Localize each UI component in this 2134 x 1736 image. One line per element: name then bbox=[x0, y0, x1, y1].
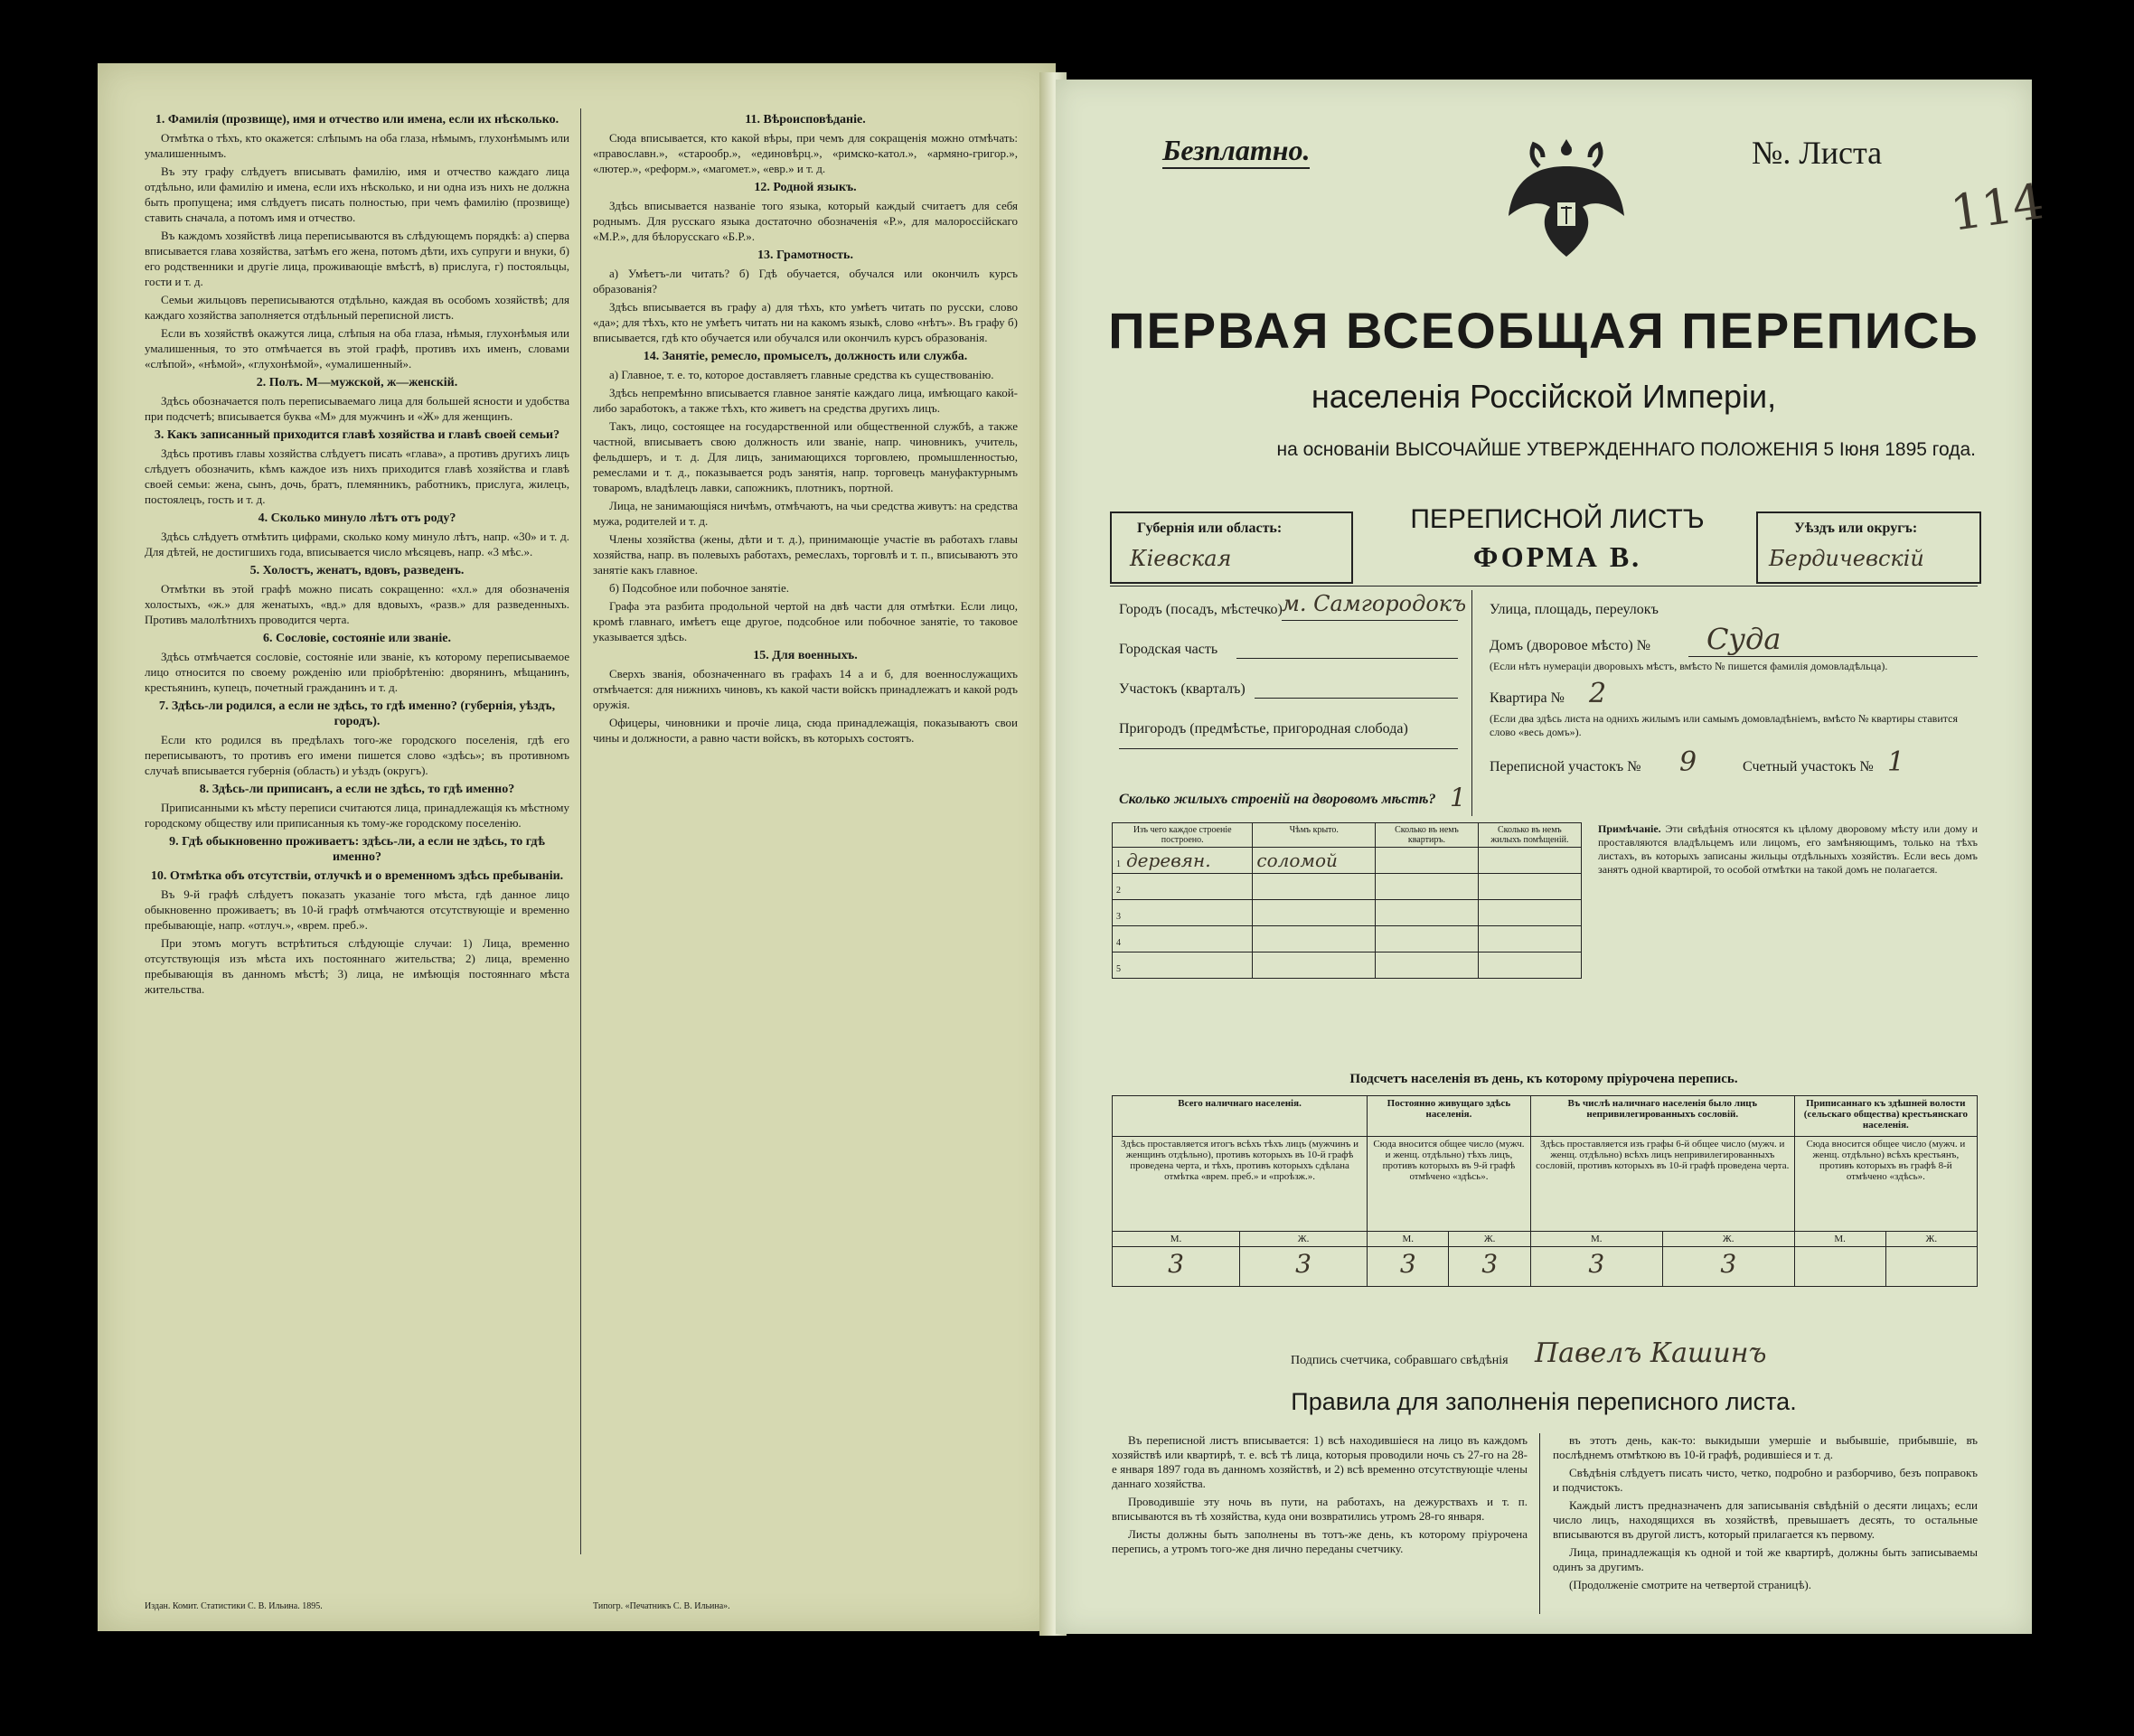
rules-column-1 bbox=[1112, 1433, 1528, 1560]
tally-desc-2: Сюда вносится общее число (мужч. и женщ. отдѣльно) тѣхъ лицъ, противъ которыхъ въ 9-й графѣ отмѣчено «здѣсь». bbox=[1368, 1137, 1531, 1232]
section-heading: 6. Сословіе, состояніе или званіе. bbox=[263, 632, 451, 645]
buildings-cell-material bbox=[1113, 848, 1253, 874]
form-heading bbox=[1368, 504, 1747, 574]
sex-f: Ж. bbox=[1662, 1232, 1794, 1247]
buildings-cell-flats bbox=[1376, 848, 1479, 874]
left-column-1 bbox=[145, 108, 569, 999]
census-title: ПЕРВАЯ ВСЕОБЩАЯ ПЕРЕПИСЬ bbox=[1108, 302, 1979, 359]
tally-value: 3 bbox=[1240, 1247, 1368, 1287]
paragraph: б) Подсобное или побочное занятіе. bbox=[609, 581, 790, 595]
rule-paragraph: Лица, принадлежащія къ одной и той же квартирѣ, должны быть записываемы одинъ за другимъ. bbox=[1553, 1545, 1978, 1573]
paragraph: Здѣсь обозначается полъ переписываемаго лица для большей ясности и удобства при подсчетѣ; вписывается буква «М» для мужчинъ и «Ж» для женщинъ. bbox=[145, 394, 569, 423]
tally-header-4: Приписаннаго къ здѣшней волости (сельскаго общества) крестьянскаго населенія. bbox=[1794, 1096, 1977, 1137]
legal-basis: на основаніи ВЫСОЧАЙШЕ УТВЕРЖДЕННАГО ПОЛОЖЕНІЯ 5 Іюня 1895 года. bbox=[1276, 439, 1976, 460]
buildings-header-rooms: Сколько въ немъ жилыхъ помѣщеній. bbox=[1478, 823, 1581, 848]
row-number: 3 bbox=[1116, 912, 1121, 922]
paragraph: Здѣсь непремѣнно вписывается главное занятіе каждаго лица, имѣющаго какой-либо заработокъ, а также тѣхъ, кто живетъ на средства другихъ лицъ. bbox=[593, 386, 1018, 415]
suburb-label: Пригородъ (предмѣстье, пригородная слобода) bbox=[1119, 721, 1408, 737]
section-heading: 2. Полъ. М—мужской, ж—женскій. bbox=[256, 376, 458, 389]
section-heading: 3. Какъ записанный приходится главѣ хозяйства и главѣ своей семьи? bbox=[154, 428, 560, 442]
sheet-number-handwritten: 114 bbox=[1947, 173, 2047, 242]
row-number: 2 bbox=[1116, 886, 1121, 896]
sex-m: М. bbox=[1368, 1232, 1449, 1247]
paragraph: Въ эту графу слѣдуетъ вписывать фамилію, имя и отчество каждаго лица отдѣльно, или фамилію и имена, если ихъ нѣсколько, и ни одна изъ нихъ не должна быть пропущена; имя слѣдуетъ писать полностью, при чемъ фамилію (прозвище) ставить сначала, а потомъ имя и отчество. bbox=[145, 164, 569, 224]
paragraph: Отмѣтки въ этой графѣ можно писать сокращенно: «хл.» для обозначенія холостыхъ, «ж.» для женатыхъ, «вд.» для вдовыхъ, «разв.» для разведенныхъ. Противъ малолѣтнихъ проводится черта. bbox=[145, 582, 569, 626]
tally-value bbox=[1794, 1247, 1885, 1287]
paragraph: Сверхъ званія, обозначеннаго въ графахъ 14 а и б, для военнослужащихъ отмѣчается: для нижнихъ чиновъ, къ какой части войскъ принадлежатъ и какой родъ оружія. bbox=[593, 667, 1018, 711]
buildings-cell-flats bbox=[1376, 900, 1479, 926]
printer-note-left: Издан. Комит. Статистики С. В. Ильина. 1895. bbox=[145, 1601, 323, 1611]
buildings-cell-rooms bbox=[1478, 926, 1581, 952]
paragraph: При этомъ могутъ встрѣтиться слѣдующіе случаи: 1) Лица, временно отсутствующія изъ мѣста ихъ постояннаго жительства; 2) лица, временно пребывающія въ данномъ мѣстѣ; 3) лица, не имѣющія постояннаго мѣста жительства. bbox=[145, 936, 569, 996]
buildings-question: Сколько жилыхъ строеній на дворовомъ мѣстѣ? bbox=[1119, 792, 1436, 807]
buildings-cell-material bbox=[1113, 952, 1253, 979]
house-label: Домъ (дворовое мѣсто) № bbox=[1490, 638, 1650, 653]
left-column-2 bbox=[593, 108, 1018, 748]
address-divider bbox=[1471, 590, 1472, 816]
city-underline bbox=[1282, 620, 1458, 621]
row-number: 5 bbox=[1116, 964, 1121, 974]
tally-desc-4: Сюда вносится общее число (мужч. и женщ. отдѣльно) всѣхъ крестьянъ, противъ которыхъ въ графѣ 8-й отмѣчено «здѣсь». bbox=[1794, 1137, 1977, 1232]
tally-value: 3 bbox=[1530, 1247, 1662, 1287]
gubernia-value: Кіевская bbox=[1130, 546, 1232, 571]
section-heading: 15. Для военныхъ. bbox=[753, 649, 858, 662]
paragraph: Если кто родился въ предѣлахъ того-же городского поселенія, гдѣ его переписываютъ, то противъ его имени пишется слово «здѣсь»; въ противномъ случаѣ вписывается губернія (область) и уѣздъ (округъ). bbox=[145, 733, 569, 777]
tally-value: 3 bbox=[1449, 1247, 1530, 1287]
buildings-body bbox=[1113, 848, 1582, 979]
buildings-cell-rooms bbox=[1478, 848, 1581, 874]
section-heading: 9. Гдѣ обыкновенно проживаетъ: здѣсь-ли, а если не здѣсь, то гдѣ именно? bbox=[169, 835, 545, 864]
section-heading: 11. Вѣроисповѣданіе. bbox=[745, 113, 866, 127]
paragraph: Въ каждомъ хозяйствѣ лица переписываются въ слѣдующемъ порядкѣ: а) сперва вписывается глава хозяйства, затѣмъ его жена, потомъ дѣти, ихъ супруги и внуки, б) его родственники и другіе лица, проживающіе вмѣстѣ, в) прислуга, г) постояльцы, гости и т. д. bbox=[145, 229, 569, 288]
buildings-cell-material bbox=[1113, 900, 1253, 926]
paragraph: Въ 9-й графѣ слѣдуетъ показать указаніе того мѣста, гдѣ данное лицо обыкновенно проживаетъ; въ 10-й графѣ отмѣчаются отсутствующіе и временно пребывающіе, напр. «отлуч.», «врем. преб.». bbox=[145, 887, 569, 932]
paragraph: Члены хозяйства (жены, дѣти и т. д.), принимающіе участіе въ работахъ главы хозяйства, напр. въ полевыхъ работахъ, ремеслахъ, торговлѣ и т. п., вписываютъ это занятіе какъ главное. bbox=[593, 532, 1018, 577]
district-label: Участокъ (кварталъ) bbox=[1119, 681, 1246, 697]
buildings-row bbox=[1113, 900, 1582, 926]
district-underline bbox=[1255, 698, 1458, 699]
rules-divider bbox=[1539, 1433, 1540, 1614]
tally-value: 3 bbox=[1368, 1247, 1449, 1287]
section-heading: 7. Здѣсь-ли родился, а если не здѣсь, то гдѣ именно? (губернія, уѣздъ, городъ). bbox=[158, 699, 556, 728]
section-heading: 4. Сколько минуло лѣтъ отъ роду? bbox=[258, 511, 456, 525]
tally-table bbox=[1112, 1095, 1978, 1287]
rule-paragraph: Проводившіе эту ночь въ пути, на работахъ, на дежурствахъ и т. п. вписываются въ тѣ хозяйства, куда они возвратились утромъ 28-го января. bbox=[1112, 1495, 1528, 1523]
tally-desc-1: Здѣсь проставляется итогъ всѣхъ тѣхъ лицъ (мужчинъ и женщинъ отдѣльно), противъ которыхъ въ 10-й графѣ проведена черта, и тѣхъ, противъ которыхъ сдѣлана отмѣтка «врем. преб.» и «проѣзж.». bbox=[1113, 1137, 1368, 1232]
section-heading: 10. Отмѣтка объ отсутствіи, отлучкѣ и о временномъ здѣсь пребываніи. bbox=[150, 869, 564, 883]
rule-paragraph: Каждый листъ предназначенъ для записыванія свѣдѣній о десяти лицахъ; если число лицъ, находящихся въ хозяйствѣ, превышаетъ десять, то остальные вписываются въ другой листъ, который прилагается къ первому. bbox=[1553, 1498, 1978, 1541]
tally-value bbox=[1885, 1247, 1977, 1287]
tally-value: 3 bbox=[1113, 1247, 1240, 1287]
paragraph: Лица, не занимающіяся ничѣмъ, отмѣчаютъ, на чьи средства живутъ: на средства мужа, родителей и т. д. bbox=[593, 499, 1018, 528]
tally-header-1: Всего наличнаго населенія. bbox=[1113, 1096, 1368, 1137]
buildings-cell-flats bbox=[1376, 926, 1479, 952]
suburb-underline bbox=[1119, 748, 1458, 749]
sex-f: Ж. bbox=[1449, 1232, 1530, 1247]
buildings-cell-rooms bbox=[1478, 900, 1581, 926]
sex-m: М. bbox=[1113, 1232, 1240, 1247]
right-page bbox=[1056, 80, 2047, 1634]
paragraph: Сюда вписывается, кто какой вѣры, при чемъ для сокращенія можно отмѣчать: «православн.», «старообр.», «единовѣрц.», «римско-катол.», «армяно-григор.», «лютер.», «реформ.», «магомет.», «евр.» и т. д. bbox=[593, 131, 1018, 175]
buildings-cell-roof bbox=[1253, 926, 1376, 952]
apartment-label: Квартира № bbox=[1490, 690, 1565, 706]
rule-paragraph: Листы должны быть заполнены въ тотъ-же день, къ которому пріурочена перепись, а утромъ того-же дня лично переданы счетчику. bbox=[1112, 1527, 1528, 1555]
buildings-header-flats: Сколько въ немъ квартиръ. bbox=[1376, 823, 1479, 848]
rule-paragraph: Въ переписной листъ вписывается: 1) всѣ находившіеся на лицо въ каждомъ хозяйствѣ или квартирѣ, т. е. всѣ тѣ лица, которыя проводили ночь съ 27-го на 28-е января 1897 года въ данномъ хозяйствѣ, и 2) всѣ временно отсутствующіе члены даннаго хозяйства. bbox=[1112, 1433, 1528, 1490]
rule-paragraph: Свѣдѣнія слѣдуетъ писать чисто, четко, подробно и разборчиво, безъ поправокъ и подчистокъ. bbox=[1553, 1466, 1978, 1494]
paragraph: Такъ, лицо, состоящее на государственной или общественной службѣ, а также частной, вписываетъ свою должность или званіе, напр. чиновникъ, учитель, фельдшеръ, и т. д. Для лицъ, занимающихся торговлею, промышленностью, ремеслами и т. д., показывается родъ занятія, напр. торговецъ мануфактурнымъ товаромъ, владѣлецъ лавки, сапожникъ, плотникъ, портной. bbox=[593, 419, 1018, 494]
buildings-value-material: деревян. bbox=[1126, 849, 1211, 871]
uezd-value: Бердичевскій bbox=[1769, 546, 1924, 571]
left-page bbox=[98, 63, 1056, 1631]
section-heading: 12. Родной языкъ. bbox=[754, 181, 857, 194]
gubernia-box bbox=[1110, 511, 1353, 584]
buildings-cell-roof bbox=[1253, 952, 1376, 979]
buildings-value-roof: соломой bbox=[1256, 849, 1338, 871]
free-label: Безплатно. bbox=[1162, 134, 1310, 169]
uezd-box bbox=[1756, 511, 1981, 584]
count-district-value: 1 bbox=[1887, 746, 1905, 778]
paragraph: Если въ хозяйствѣ окажутся лица, слѣпыя на оба глаза, нѣмыя, глухонѣмыя или умалишенныя, то это отмѣчается въ этой графѣ, противъ ихъ именъ, словами «слѣпой», «нѣмой», «глухонѣмой», «умалишенный». bbox=[145, 326, 569, 371]
buildings-cell-roof bbox=[1253, 900, 1376, 926]
census-district-label: Переписной участокъ № bbox=[1490, 759, 1641, 774]
buildings-table bbox=[1112, 822, 1582, 979]
house-underline bbox=[1688, 656, 1978, 657]
paragraph: Здѣсь вписывается въ графу а) для тѣхъ, кто умѣетъ читать по русски, слово «да»; для тѣхъ, кто не умѣетъ читать ни на какомъ языкѣ, слово «нѣтъ». Въ графу б) вписывается, гдѣ кто обучается или обучался или окончилъ курсъ образованія. bbox=[593, 300, 1018, 344]
tally-desc-3: Здѣсь проставляется изъ графы 6-й общее число (мужч. и женщ. отдѣльно) всѣхъ лицъ непривилегированныхъ сословій, противъ которыхъ въ 10-й графѣ проведена черта. bbox=[1530, 1137, 1794, 1232]
paragraph: Офицеры, чиновники и прочіе лица, сюда принадлежащія, показываютъ свои чины и должности, а равно части войскъ, въ которыхъ состоятъ. bbox=[593, 716, 1018, 745]
row-number: 4 bbox=[1116, 938, 1121, 948]
rule-paragraph: (Продолженіе смотрите на четвертой страницѣ). bbox=[1569, 1578, 1811, 1591]
paragraph: Семьи жильцовъ переписываются отдѣльно, каждая въ особомъ хозяйствѣ; для каждаго хозяйства заполняется отдѣльный переписной листъ. bbox=[145, 293, 569, 322]
paragraph: Графа эта разбита продольной чертой на двѣ части для отмѣтки. Если лицо, кромѣ главнаго, имѣетъ еще другое, подсобное или побочное занятіе, то таковое указывается здѣсь. bbox=[593, 599, 1018, 643]
signature-label: Подпись счетчика, собравшаго свѣдѣнія bbox=[1291, 1354, 1509, 1367]
note-title: Примѣчаніе. bbox=[1598, 822, 1661, 835]
tally-header-3: Въ числѣ наличнаго населенія было лицъ непривилегированныхъ сословій. bbox=[1530, 1096, 1794, 1137]
street-label: Улица, площадь, переулокъ bbox=[1490, 602, 1659, 617]
sex-m: М. bbox=[1530, 1232, 1662, 1247]
buildings-cell-roof bbox=[1253, 848, 1376, 874]
town-part-label: Городская часть bbox=[1119, 642, 1218, 657]
tally-title: Подсчетъ населенія въ день, къ которому пріурочена перепись. bbox=[1349, 1072, 1738, 1086]
apartment-value: 2 bbox=[1589, 678, 1607, 709]
signature-value: Павелъ Кашинъ bbox=[1535, 1337, 1767, 1369]
rules-column-2 bbox=[1553, 1433, 1978, 1596]
sex-m: М. bbox=[1794, 1232, 1885, 1247]
section-heading: 13. Грамотность. bbox=[757, 249, 853, 262]
paragraph: Здѣсь противъ главы хозяйства слѣдуетъ писать «глава», а противъ другихъ лицъ слѣдуетъ обозначить, кѣмъ каждое изъ нихъ приходится главѣ хозяйства и главѣ своей семьи: жена, сынъ, дочь, братъ, племянникъ, работникъ, прислуга, жилецъ, постоялецъ, гость и т. д. bbox=[145, 446, 569, 506]
section-heading: 14. Занятіе, ремесло, промыселъ, должность или служба. bbox=[643, 350, 968, 363]
double-headed-eagle-emblem bbox=[1503, 130, 1630, 270]
column-divider bbox=[580, 108, 581, 1554]
count-district-label: Счетный участокъ № bbox=[1743, 759, 1874, 774]
sex-f: Ж. bbox=[1885, 1232, 1977, 1247]
census-subtitle: населенія Россійской Имперіи, bbox=[1311, 378, 1777, 415]
tally-header-2: Постоянно живущаго здѣсь населенія. bbox=[1368, 1096, 1531, 1137]
town-part-underline bbox=[1236, 658, 1458, 659]
buildings-header-row bbox=[1113, 823, 1582, 848]
buildings-header-material: Изъ чего каждое строеніе построено. bbox=[1113, 823, 1253, 848]
paragraph: а) Главное, т. е. то, которое доставляетъ главные средства къ существованію. bbox=[609, 368, 994, 381]
rules-title: Правила для заполненія переписного листа. bbox=[1291, 1388, 1797, 1415]
buildings-cell-material bbox=[1113, 874, 1253, 900]
sex-f: Ж. bbox=[1240, 1232, 1368, 1247]
paragraph: а) Умѣетъ-ли читать? б) Гдѣ обучается, обучался или окончилъ курсъ образованія? bbox=[593, 267, 1018, 296]
buildings-row bbox=[1113, 848, 1582, 874]
form-letter: ФОРМА В. bbox=[1472, 540, 1642, 573]
gubernia-label: Губернія или область: bbox=[1137, 521, 1283, 536]
section-heading: 5. Холостъ, женатъ, вдовъ, разведенъ. bbox=[249, 564, 465, 577]
buildings-row bbox=[1113, 952, 1582, 979]
buildings-cell-flats bbox=[1376, 952, 1479, 979]
paragraph: Приписанными къ мѣсту переписи считаются лица, принадлежащія къ мѣстному городскому обществу или приписанныя къ тому-же городскому поселенію. bbox=[145, 801, 569, 830]
section-heading: 1. Фамилія (прозвище), имя и отчество или имена, если их нѣсколько. bbox=[155, 113, 559, 127]
buildings-row bbox=[1113, 874, 1582, 900]
buildings-value: 1 bbox=[1450, 783, 1466, 812]
census-district-value: 9 bbox=[1679, 746, 1697, 778]
section-heading: 8. Здѣсь-ли приписанъ, а если не здѣсь, то гдѣ именно? bbox=[199, 783, 515, 796]
printer-note-right: Типогр. «Печатникъ С. В. Ильина». bbox=[593, 1601, 730, 1611]
paragraph: Отмѣтка о тѣхъ, кто окажется: слѣпымъ на оба глаза, нѣмымъ, глухонѣмымъ или умалишеннымъ. bbox=[145, 131, 569, 160]
buildings-row bbox=[1113, 926, 1582, 952]
form-title: ПЕРЕПИСНОЙ ЛИСТЪ bbox=[1410, 504, 1705, 534]
sheet-number-label: №. Листа bbox=[1752, 135, 1883, 171]
uezd-label: Уѣздъ или округъ: bbox=[1794, 521, 1918, 536]
rule-paragraph: въ этотъ день, как-то: выкидыши умершіе и выбывшіе, прибывшіе, въ послѣднемъ отмѣткою въ 10-й графѣ, родившіеся и т. д. bbox=[1553, 1433, 1978, 1461]
buildings-cell-material bbox=[1113, 926, 1253, 952]
row-number: 1 bbox=[1116, 859, 1121, 869]
paragraph: Здѣсь вписывается названіе того языка, который каждый считаетъ для себя роднымъ. Для русскаго языка достаточно обозначенія «Р.», для малороссійскаго «М.Р.», для бѣлорусскаго «Б.Р.». bbox=[593, 199, 1018, 243]
apartment-note: (Если два здѣсь листа на однихъ жилымъ или самымъ домовладѣніемъ, вмѣсто № квартиры ставится слово «весь домъ»). bbox=[1490, 712, 1958, 738]
note-text: Эти свѣдѣнія относятся къ цѣлому дворовому мѣсту или дому и проставляются владѣльцемъ или лицомъ, его замѣняющимъ, только на тѣхъ листахъ, въ которыхъ записаны жильцы отдѣльныхъ хозяйствъ. Если весь домъ занятъ одной квартирой, то особой отмѣтки на такой домъ не полагается. bbox=[1598, 822, 1978, 876]
house-value: Суда bbox=[1706, 622, 1781, 656]
tally-value: 3 bbox=[1662, 1247, 1794, 1287]
city-label: Городъ (посадъ, мѣстечко) bbox=[1119, 602, 1283, 617]
buildings-cell-flats bbox=[1376, 874, 1479, 900]
paragraph: Здѣсь слѣдуетъ отмѣтить цифрами, сколько кому минуло лѣтъ, напр. «30» и т. д. Для дѣтей, не достигшихъ года, вписывается число мѣсяцевъ, напр. «3 мѣс.». bbox=[145, 530, 569, 558]
buildings-cell-rooms bbox=[1478, 874, 1581, 900]
buildings-header-roof: Чѣмъ крыто. bbox=[1253, 823, 1376, 848]
buildings-cell-rooms bbox=[1478, 952, 1581, 979]
paragraph: Здѣсь отмѣчается сословіе, состояніе или званіе, къ которому переписываемое лицо относится по своему рожденію или пріобрѣтенію: дворянинъ, мѣщанинъ, крестьянинъ, купецъ, почетный гражданинъ и т. д. bbox=[145, 650, 569, 694]
note-block bbox=[1598, 822, 1978, 877]
house-note: (Если нѣтъ нумераціи дворовыхъ мѣстъ, вмѣсто № пишется фамилія домовладѣльца). bbox=[1490, 660, 1888, 672]
city-value: м. Самгородокъ bbox=[1282, 591, 1467, 616]
buildings-cell-roof bbox=[1253, 874, 1376, 900]
